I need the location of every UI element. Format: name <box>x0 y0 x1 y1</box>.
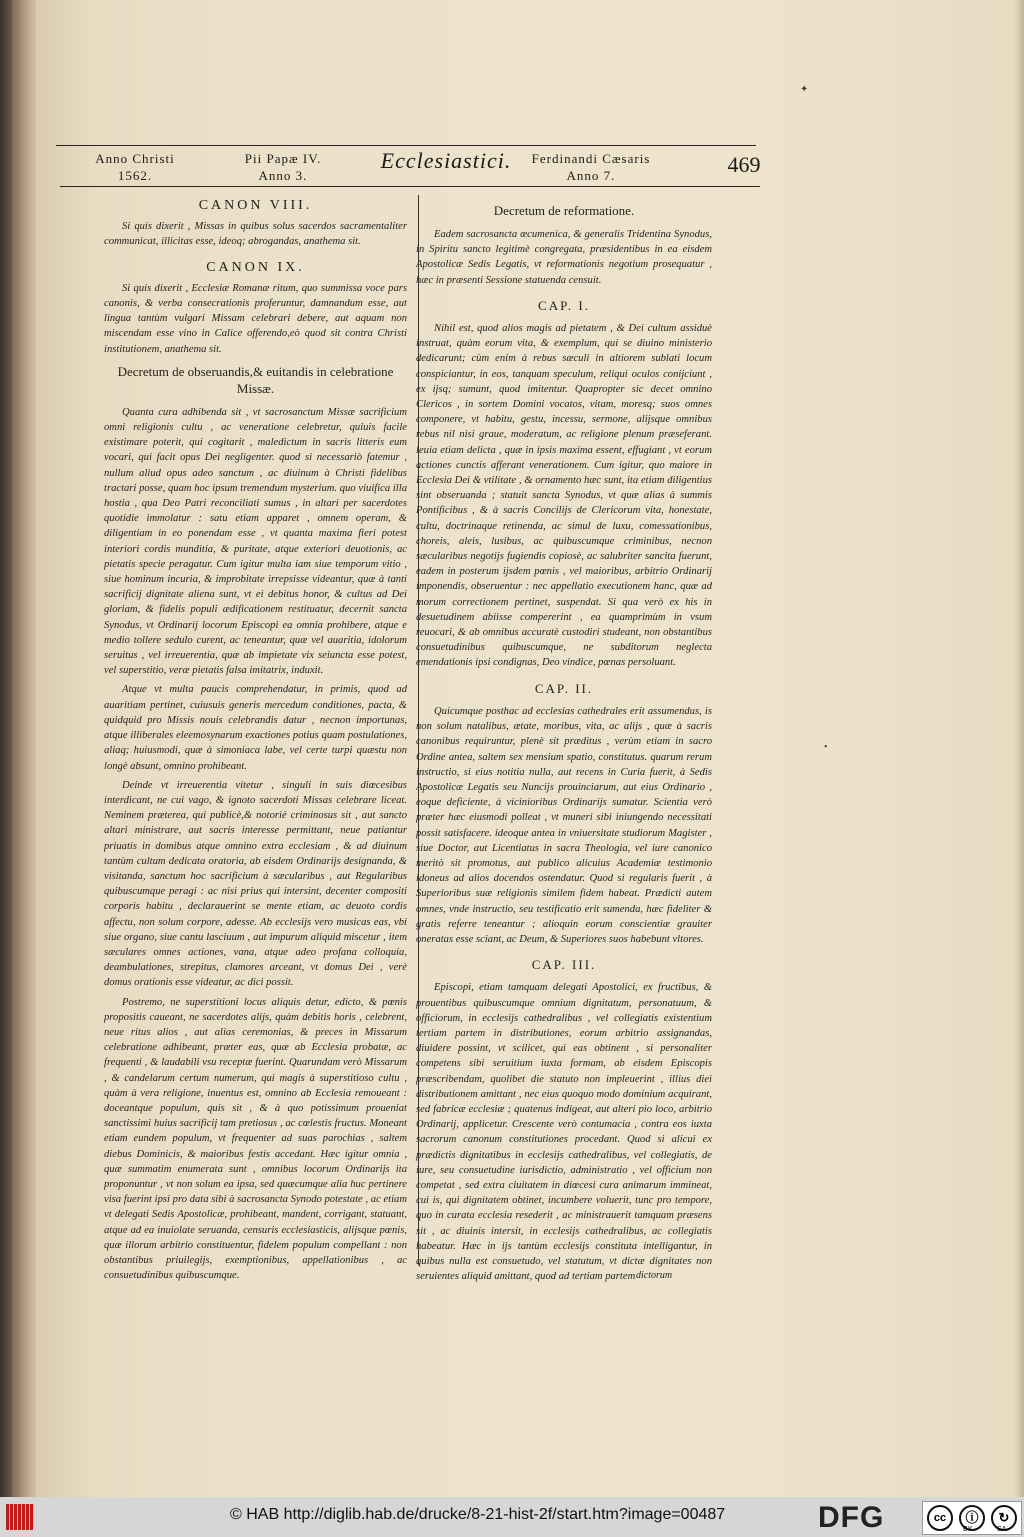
decree-paragraph: Atque vt multa paucis comprehendatur, in primis, quod ad auaritiam pertinet, cuiusuis generis mercedum conditiones, pacta, & quidquid pro Missis nouis celebrandis datur , necnon importunas, atque illiberales eleemosynarum exactiones potius quam postulationes, aliaq; huiusmodi, quæ à simoniaca labe, vel certe turpi quæstu non longè absunt, omnino prohibeant. <box>104 684 407 772</box>
right-column <box>416 202 712 1288</box>
cc-license-badge[interactable] <box>922 1501 1022 1535</box>
cap-2-heading: CAP. II. <box>534 680 594 696</box>
viewer-footer <box>0 1497 1024 1537</box>
header-emperor <box>516 150 666 184</box>
header-pope <box>228 150 338 184</box>
cap-3-heading: CAP. III. <box>531 957 597 973</box>
canon-8-text: Si quis dixerit , Missas in quibus solus sacerdos sacramentaliter communicat, illicitas esse, ideoq; abrogandas, anathema sit. <box>104 221 407 248</box>
canon-9-text: Si quis dixerit , Ecclesiæ Romanæ ritum, quo summissa voce pars canonis, & verba consecrationis proferuntur, damnandum esse, aut lingua tantùm vulgari Missam celebrari debere, aut aquam non miscendam esse vino in Calice offerendo,eò quod sit contra Christi institutionem, anathema sit. <box>104 282 407 355</box>
book-binding <box>0 0 38 1497</box>
hab-logo-icon <box>6 1504 34 1530</box>
cap-3-text: Episcopi, etiam tamquam delegati Apostolici, ex fructibus, & prouentibus quibuscumque omnium dignitatum, personatuum, & officiorum, in ecclesijs cathedralibus , vel collegiatis existentium tertiam partem in distributiones, eorum arbitrio assignandas, diuidere possint, vt scilicet, qui eas obtinent , si personaliter competens sibi seruitium iuxta formam, ab eisdem Episcopis præscribendam, quolibet die statuto non impleuerint , illius diei distributionem amittant , nec eius quoquo modo dominium acquirant, sed fabricæ ecclesiæ ; quatenus indigeat, aut alteri pio loco, arbitrio Ordinarij, applicetur. Crescente verò contumacia , contra eos iuxta sacrorum canonum constitutiones procedant. Quod si alicui ex prædictis dignitatibus in ecclesijs cathedralibus, vel collegiatis, de iure, seu consuetudine iurisdictio, administratio , vel officium non competat , sed extra ciuitatem in diœcesi cura animarum immineat, cui is, qui dignitatem obtinet, incumbere voluerit, tunc pro tempore, quo in curata ecclesia resederit , ac ministrauerit tamquam præsens sit , ac diuinis intersit, in ecclesijs cathedralibus, ac collegiatis habeatur. Hæc in ijs tantùm ecclesijs constituta intelligantur, in quibus nulla est consuetudo, vel statutum, vt dictæ dignitates non seruientes aliquid amittant, quod ad tertiam partem <box>416 982 712 1283</box>
cap-1-text: Nihil est, quod alios magis ad pietatem , & Dei cultum assiduè instruat, quàm eorum vita, & exemplum, qui se diuino ministerio dedicarunt; cùm enim à rebus sæculi in altiorem sublati locum conspiciantur, in eos, tanquam speculum, reliqui oculos conijciunt , ex ijsq; sumunt, quod imitentur. Quapropter sic decet omnino Clericos , in sortem Domini vocatos, vitam, moresq; suos omnes componere, vt habitu, gestu, incessu, sermone, alijsque omnibus rebus nil nisi graue, moderatum, ac religione plenum præseferant. leuia etiam delicta , quæ in ipsis maxima essent, effugiant , vt eorum actiones cunctis afferant venerationem. Cum igitur, quo maiore in Ecclesia Dei & vtilitate , & ornamento hæc sunt, ita etiam diligentius sint obseruanda ; statuit sancta Synodus, vt quæ alias à summis Pontificibus , & à sacris Concilijs de Clericorum vita, honestate, cultu, doctrinaque retinenda, ac simul de luxu, comessationibus, choreis, aleis, lusibus, ac quibuscumque criminibus, necnon sæcularibus negotijs fugiendis copiosè, ac salubriter sancita fuerunt, eadem in posterum ijsdem pœnis , vel maioribus, arbitrio Ordinarij imponendis, obseruentur : nec appellatio executionem hanc, quæ ad morum correctionem pertinet, suspendat. Si qua verò ex his in desuetudinem abiisse compererint , ea quamprimùm in vsum reuocari, & ab omnibus accuratè custodiri studeant, non obstantibus consuetudinibus quibuscumque, ne subditorum neglecta emendationis ipsi condignas, Deo vindice, pœnas persoluant. <box>416 323 712 669</box>
sa-label: SA <box>997 1526 1007 1533</box>
decree-paragraph: Postremo, ne superstitioni locus aliquis detur, edicto, & pœnis propositis caueant, ne sacerdotes alijs, quàm debitis horis , celebrent, neue ritus alios , aut alias ceremonias, & preces in Missarum celebratione adhibeant, præter eas, quæ ab Ecclesia probatæ, ac frequenti , & laudabili vsu receptæ fuerint. Quarundam verò Missarum , & candelarum certum numerum, qui magis à superstitioso cultu , quàm à vera religione, inuentus est, omnino ab Ecclesia remoueant : doceantque populum, quis sit , & à quo potissimum proueniat sanctissimi huius sacrificij tam pretiosus , ac cœlestis fructus. Moneant etiam eundem populum, vt frequenter ad suas parochias , saltem diebus Dominicis, & maioribus festis accedant. Hæc igitur omnia , quæ summatim enumerata sunt , omnibus locorum Ordinarijs ita proponuntur , vt non solum ea ipsa, sed quæcumque alia huc pertinere visa fuerint ipsi pro data sibi à sacrosancta Synodo potestate , ac etiam vt delegati Sedis Apostolicæ, prohibeant, mandent, corrigant, statuant, atque ad ea inuiolate seruanda, censuris ecclesiasticis, alijsque pœnis, quæ illorum arbitrio constituentur, fidelem populum compellant : non obstantibus priuilegijs, exemptionibus, appellationibus , ac consuetudinibus quibuscumque. <box>104 996 407 1282</box>
header-emperor-year: Anno 7. <box>566 168 616 183</box>
header-title: Ecclesiastici. <box>380 148 512 173</box>
page-number: 469 <box>727 152 761 177</box>
header-year: 1562. <box>117 168 153 183</box>
header-left <box>80 150 190 184</box>
decree-reform-heading: Decretum de reformatione. <box>493 203 635 218</box>
by-icon: ⓘ <box>959 1505 985 1531</box>
cap-2-text: Quicumque posthac ad ecclesias cathedrales erit assumendus, is non solum natalibus, ætate, moribus, vita, ac alijs , quæ à sacris canonibus requiruntur, plenè sit præditus , verùm etiam in sacro Ordine antea, saltem sex mensium spatio, constitutus. quarum rerum instructio, si eius notitia nulla, aut recens in Curia fuerit, à Sedis Apostolicæ Legatis seu Nuncijs prouinciarum, aut eius Ordinario , eoque deficiente, à vicinioribus Ordinarijs sumatur. Scientia verò præter hæc eiusmodi polleat , vt muneri sibi iniungendo necessitati possit satisfacere. ideoque antea in vniuersitate studiorum Magister , siue Doctor, aut Licentiatus in sacra Theologia, vel iure canonico meritò sit promotus, aut publico alicuius Academiæ testimonio idoneus ad alios docendos ostendatur. Quod si regularis fuerit , à Superioribus suæ religionis similem fidem habeat. Prædicti autem omnes, vnde instructio, seu testificatio erit sumenda, hæc fideliter & gratis referre teneantur ; alioquin eorum conscientiæ grauiter oneratas esse sciant, ac Deum, & Superiores suos habebunt vltores. <box>416 705 712 945</box>
decree-paragraph: Quanta cura adhibenda sit , vt sacrosanctum Missæ sacrificium omni religionis cultu , ac veneratione celebretur, quiuis facile existimare poterit, qui cogitarit , maledictum in sacris litteris eum vocari, qui facit opus Dei negligenter. quod si necessariò fatemur , nullum aliud opus adeo sanctum , ac diuinum à Christi fidelibus tractari posse, quam hoc ipsum tremendum mysterium. quo viuifica illa hostia , qua Deo Patri reconciliati sumus , in altari per sacerdotes quotidie immolatur : satu etiam apparet , omnem operam, & diligentiam in eo ponendam esse , vt quanta maxima fieri potest interiori cordis munditia, & puritate, atque exteriori deuotionis, ac pietatis specie peragatur. Cum igitur multa iam siue temporum vitio , siue hominum incuria, & improbitate irrepsisse videantur, quæ à tanti sacrificij dignitate aliena sunt, vt ei debitus honor, & cultus ad Dei gloriam, & fidelis populi ædificationem restituatur, decernit sancta Synodus, vt Ordinarij locorum Episcopi ea omnia prohibere, atque e medio tollere sedulo curent, ac teneantur, quæ vel auaritia, idolorum seruitus , vel irreuerentia, quæ ab impietate vix seiuncta esse potest, vel superstitio, veræ pietatis falsa imitatrix, induxit. <box>104 406 407 677</box>
copyright-link[interactable]: © HAB http://diglib.hab.de/drucke/8-21-hist-2f/start.htm?image=00487 <box>230 1506 726 1523</box>
header-anno-christi: Anno Christi <box>95 151 175 166</box>
header-pius: Pii Papæ IV. <box>244 151 322 166</box>
decree-paragraph: Deinde vt irreuerentia vitetur , singuli in suis diœcesibus interdicant, ne cui vago, & ignoto sacerdoti Missas celebrare liceat. Neminem præterea, qui publicè,& notoriè criminosus sit , aut sancto altari ministrare, aut sacris interesse permittant, neue patiantur priuatis in domibus atque omnino extra ecclesiam , & ad diuinum tantùm cultum dedicata oratoria, ab eisdem Ordinarijs designanda, & visitanda, sanctum hoc sacrificium à sæcularibus , aut Regularibus quibuscumque peragi : ac nisi prius qui intersint, decenter compositi corporis habitu , declarauerint se mente etiam, ac deuoto cordis affectu, non solum corpore, adesse. Ab ecclesijs vero musicas eas, vbi siue organo, siue cantu lasciuum , aut impurum aliquid miscetur , item sæculares omnes actiones, vana, atque adeo profana colloquia, deambulationes, strepitus, clamores arceant, vt domus Dei , verè domus orationis esse videatur, ac dici possit. <box>104 779 407 989</box>
header-pope-year: Anno 3. <box>258 168 308 183</box>
page-mark: ✦ <box>800 84 809 95</box>
running-header <box>60 146 760 187</box>
canon-8-heading: CANON VIII. <box>198 198 313 213</box>
page-mark: • <box>824 742 828 753</box>
by-label: BY <box>963 1526 973 1533</box>
dfg-logo-icon: DFG <box>818 1501 885 1534</box>
left-column <box>104 198 407 1287</box>
cap-1-heading: CAP. I. <box>538 297 590 313</box>
sa-icon: ↻ <box>991 1505 1017 1531</box>
canon-9-heading: CANON IX. <box>206 259 305 275</box>
cc-icon: cc <box>927 1505 953 1531</box>
header-ferdinand: Ferdinandi Cæsaris <box>531 151 651 166</box>
decree-observe-heading: Decretum de obseruandis,& euitandis in celebratione Missæ. <box>117 363 394 396</box>
catchword: dictorum <box>636 1270 673 1281</box>
reform-intro: Eadem sacrosancta œcumenica, & generalis Tridentina Synodus, in Spiritu sancto legitimè congregata, præsidentibus in ea eisdem Apostolicæ Sedis Legatis, vt reformationis negotium prosequatur , hæc in præsenti Sessione statuenda censuit. <box>416 229 712 286</box>
